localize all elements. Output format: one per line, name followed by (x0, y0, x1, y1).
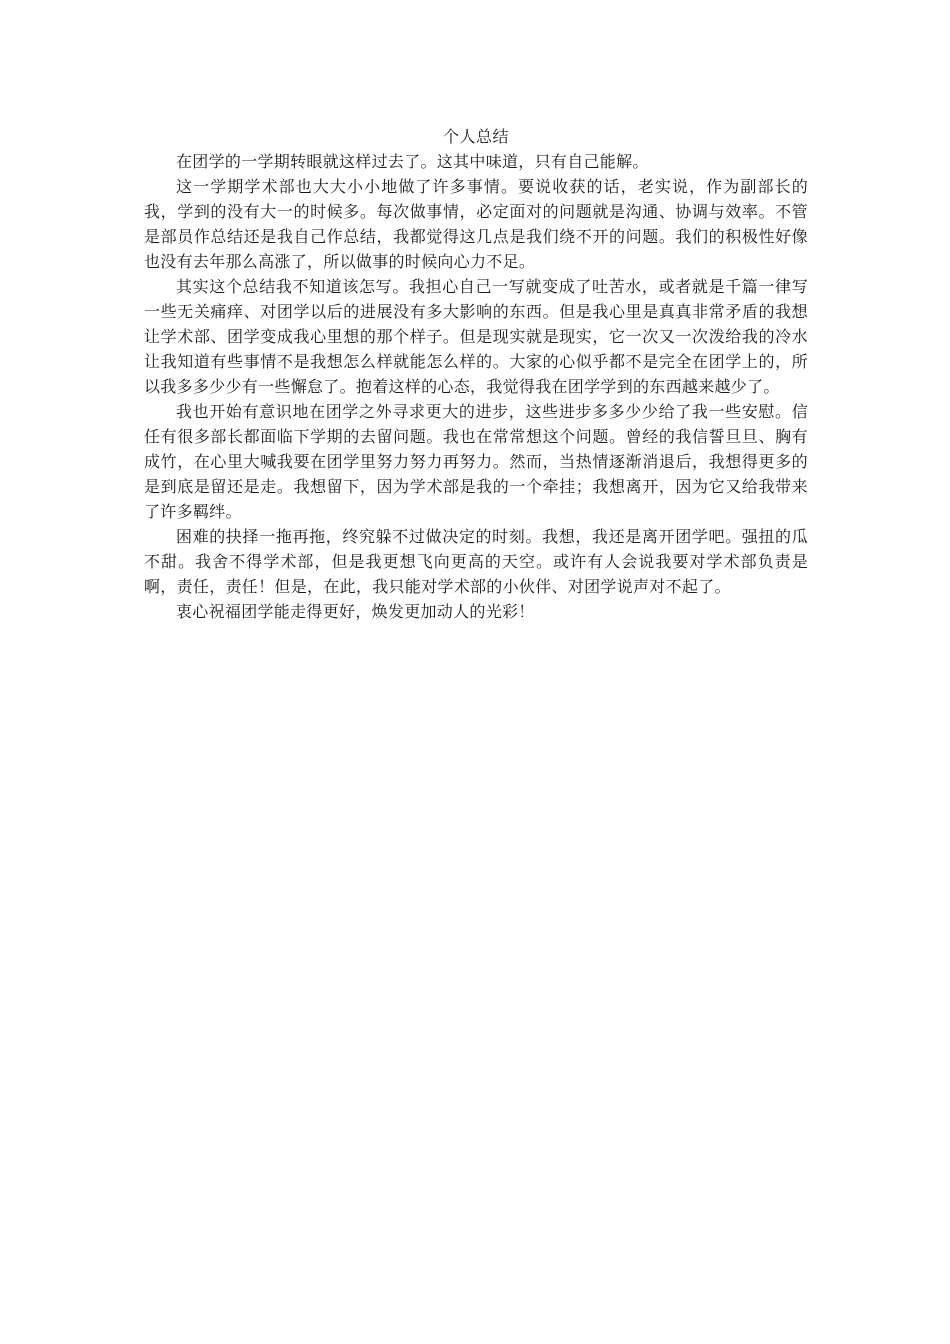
paragraph-2: 这一学期学术部也大大小小地做了许多事情。要说收获的话，老实说，作为副部长的我，学到的没有大一的时候多。每次做事情，必定面对的问题就是沟通、协调与效率。不管是部员作总结还是我自己作总结，我都觉得这几点是我们绕不开的问题。我们的积极性好像也没有去年那么高涨了，所以做事的时候向心力不足。 (144, 177, 808, 271)
paragraph-5: 困难的抉择一拖再拖，终究躲不过做决定的时刻。我想，我还是离开团学吧。强扭的瓜不甜。我舍不得学术部，但是我更想飞向更高的天空。或许有人会说我要对学术部负责是啊，责任，责任！但是，在此，我只能对学术部的小伙伴、对团学说声对不起了。 (144, 527, 808, 596)
paragraph-6: 衷心祝福团学能走得更好，焕发更加动人的光彩！ (176, 602, 535, 621)
document-title: 个人总结 (442, 127, 509, 146)
paragraph-3: 其实这个总结我不知道该怎写。我担心自己一写就变成了吐苦水，或者就是千篇一律写一些无关痛痒、对团学以后的进展没有多大影响的东西。但是我心里是真真非常矛盾的我想让学术部、团学变成我心里想的那个样子。但是现实就是现实，它一次又一次泼给我的冷水让我知道有些事情不是我想怎么样就能怎么样的。大家的心似乎都不是完全在团学上的，所以我多多少少有一些懈怠了。抱着这样的心态，我觉得我在团学学到的东西越来越少了。 (144, 277, 808, 396)
document-body (144, 124, 808, 624)
paragraph-1: 在团学的一学期转眼就这样过去了。这其中味道，只有自己能解。 (176, 152, 649, 171)
paragraph-4: 我也开始有意识地在团学之外寻求更大的进步，这些进步多多少少给了我一些安慰。信任有很多部长都面临下学期的去留问题。我也在常常想这个问题。曾经的我信誓旦旦、胸有成竹，在心里大喊我要在团学里努力努力再努力。然而，当热情逐渐消退后，我想得更多的是到底是留还是走。我想留下，因为学术部是我的一个牵挂；我想离开，因为它又给我带来了许多羁绊。 (144, 402, 808, 521)
